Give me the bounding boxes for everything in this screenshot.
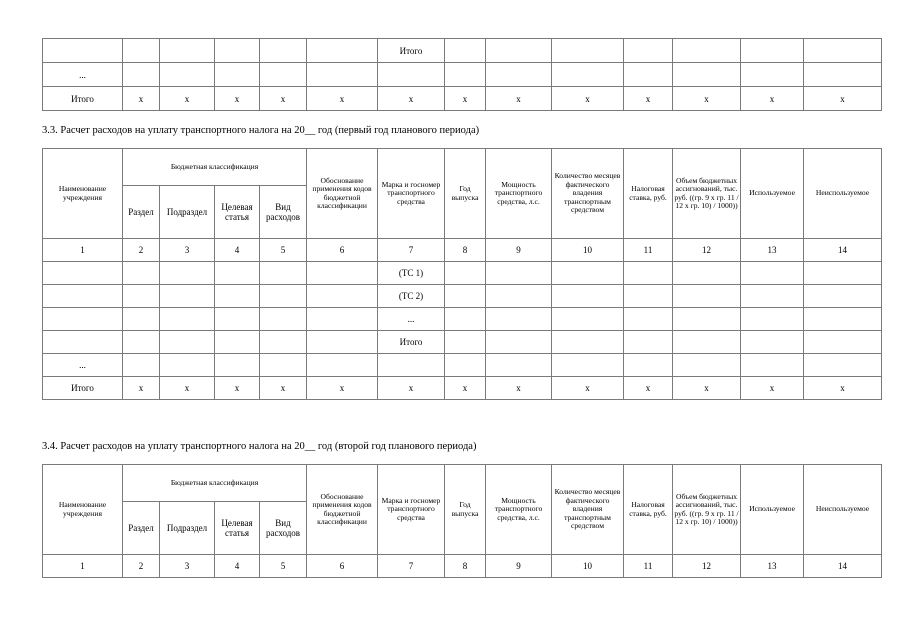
header-budget-classification: Бюджетная классификация (123, 465, 307, 502)
header-target-item: Целевая статья (215, 502, 260, 555)
table-cell (307, 308, 378, 331)
table-cell (260, 331, 307, 354)
table-cell (624, 331, 673, 354)
table-cell (552, 331, 624, 354)
total-label: Итого (43, 377, 123, 400)
table-cell (804, 63, 882, 87)
header-subsection: Подраздел (160, 502, 215, 555)
total-label: Итого (43, 87, 123, 111)
column-number: 14 (804, 239, 882, 262)
column-number: 12 (673, 555, 741, 578)
column-number: 8 (445, 555, 486, 578)
table-cell (445, 354, 486, 377)
x-cell: x (260, 87, 307, 111)
table-cell (486, 354, 552, 377)
header-vehicle-brand: Марка и госномер транспортного средства (378, 465, 445, 555)
header-release-year: Год выпуска (445, 149, 486, 239)
header-expense-type: Вид расходов (260, 502, 307, 555)
table-cell (260, 63, 307, 87)
subtotal-label: Итого (378, 331, 445, 354)
header-expense-type: Вид расходов (260, 186, 307, 239)
table-cell (741, 331, 804, 354)
table-cell (260, 285, 307, 308)
subtotal-label: Итого (378, 39, 445, 63)
table-cell (486, 63, 552, 87)
table-cell (123, 63, 160, 87)
table-cell (160, 331, 215, 354)
table-cell (160, 308, 215, 331)
x-cell: x (123, 87, 160, 111)
table-cell (215, 39, 260, 63)
total-row (43, 377, 882, 400)
header-institution: Наименование учреждения (43, 149, 123, 239)
x-cell: x (673, 87, 741, 111)
table-cell (123, 285, 160, 308)
column-number: 5 (260, 555, 307, 578)
table-cell (673, 308, 741, 331)
table-cell (215, 262, 260, 285)
header-institution: Наименование учреждения (43, 465, 123, 555)
header-justification: Обоснование применения кодов бюджетной классификации (307, 149, 378, 239)
table-cell (43, 285, 123, 308)
table-cell (486, 262, 552, 285)
previous-table-fragment (42, 38, 882, 111)
header-target-item: Целевая статья (215, 186, 260, 239)
column-number: 3 (160, 555, 215, 578)
column-number: 2 (123, 555, 160, 578)
table-cell (804, 39, 882, 63)
header-power: Мощность транспортного средства, л.с. (486, 465, 552, 555)
x-cell: x (445, 377, 486, 400)
table-cell (43, 39, 123, 63)
column-number: 6 (307, 239, 378, 262)
x-cell: x (486, 377, 552, 400)
x-cell: x (215, 377, 260, 400)
table-row (43, 63, 882, 87)
table-cell (43, 308, 123, 331)
header-section: Раздел (123, 502, 160, 555)
table-row (43, 262, 882, 285)
column-number: 2 (123, 239, 160, 262)
table-cell (307, 331, 378, 354)
header-allocations: Объем бюджетных ассигнований, тыс. руб. ((гр. 9 x гр. 11 / 12 x гр. 10) / 1000)) (673, 465, 741, 555)
x-cell: x (307, 377, 378, 400)
table-cell (741, 308, 804, 331)
table-cell (160, 262, 215, 285)
table-cell (624, 262, 673, 285)
column-number: 10 (552, 555, 624, 578)
column-number: 10 (552, 239, 624, 262)
table-cell (307, 63, 378, 87)
ellipsis-cell: ... (378, 308, 445, 331)
table-cell (804, 285, 882, 308)
table-cell (160, 63, 215, 87)
header-used: Используемое (741, 465, 804, 555)
header-unused: Неиспользуемое (804, 149, 882, 239)
table-cell (673, 354, 741, 377)
table-cell (552, 63, 624, 87)
column-number: 5 (260, 239, 307, 262)
x-cell: x (673, 377, 741, 400)
table-cell (43, 331, 123, 354)
header-power: Мощность транспортного средства, л.с. (486, 149, 552, 239)
header-vehicle-brand: Марка и госномер транспортного средства (378, 149, 445, 239)
table-cell (445, 63, 486, 87)
x-cell: x (741, 377, 804, 400)
x-cell: x (378, 377, 445, 400)
table-cell (307, 285, 378, 308)
x-cell: x (378, 87, 445, 111)
x-cell: x (215, 87, 260, 111)
header-unused: Неиспользуемое (804, 465, 882, 555)
table-cell (624, 285, 673, 308)
table-row (43, 331, 882, 354)
table-row (43, 308, 882, 331)
table-cell (741, 39, 804, 63)
x-cell: x (804, 377, 882, 400)
ellipsis-cell: ... (43, 63, 123, 87)
total-row (43, 87, 882, 111)
x-cell: x (552, 87, 624, 111)
vehicle-cell: (ТС 2) (378, 285, 445, 308)
vehicle-cell: (ТС 1) (378, 262, 445, 285)
table-cell (741, 354, 804, 377)
x-cell: x (123, 377, 160, 400)
table-cell (741, 63, 804, 87)
table-cell (307, 262, 378, 285)
header-months: Количество месяцев фактического владения транспортным средством (552, 149, 624, 239)
table-cell (445, 262, 486, 285)
header-section: Раздел (123, 186, 160, 239)
column-number: 14 (804, 555, 882, 578)
table-cell (673, 285, 741, 308)
column-number: 4 (215, 239, 260, 262)
table-cell (804, 331, 882, 354)
column-number: 8 (445, 239, 486, 262)
table-cell (215, 63, 260, 87)
column-number: 1 (43, 239, 123, 262)
column-number: 9 (486, 555, 552, 578)
table-cell (260, 39, 307, 63)
transport-tax-table-second-year (42, 464, 882, 578)
column-number-row (43, 239, 882, 262)
table-cell (160, 354, 215, 377)
table-cell (260, 354, 307, 377)
x-cell: x (624, 87, 673, 111)
table-cell (123, 331, 160, 354)
x-cell: x (486, 87, 552, 111)
x-cell: x (260, 377, 307, 400)
table-cell (215, 285, 260, 308)
x-cell: x (445, 87, 486, 111)
x-cell: x (741, 87, 804, 111)
transport-tax-table-first-year (42, 148, 882, 400)
table-cell (123, 308, 160, 331)
column-number: 13 (741, 239, 804, 262)
table-cell (160, 285, 215, 308)
table-cell (215, 354, 260, 377)
table-row (43, 354, 882, 377)
table-row (43, 285, 882, 308)
table-cell (307, 354, 378, 377)
table-cell (673, 331, 741, 354)
column-number: 7 (378, 555, 445, 578)
column-number: 1 (43, 555, 123, 578)
x-cell: x (307, 87, 378, 111)
x-cell: x (160, 87, 215, 111)
column-number: 4 (215, 555, 260, 578)
header-justification: Обоснование применения кодов бюджетной классификации (307, 465, 378, 555)
column-number: 11 (624, 555, 673, 578)
column-number: 11 (624, 239, 673, 262)
table-cell (804, 262, 882, 285)
table-cell (378, 354, 445, 377)
table-cell (804, 308, 882, 331)
table-cell (624, 63, 673, 87)
ellipsis-cell: ... (43, 354, 123, 377)
column-number: 3 (160, 239, 215, 262)
column-number: 7 (378, 239, 445, 262)
column-number-row (43, 555, 882, 578)
table-cell (624, 308, 673, 331)
table-cell (215, 331, 260, 354)
table-cell (123, 354, 160, 377)
table-cell (552, 354, 624, 377)
table-cell (445, 285, 486, 308)
header-budget-classification: Бюджетная классификация (123, 149, 307, 186)
header-row (43, 465, 882, 502)
table-cell (123, 262, 160, 285)
table-cell (552, 308, 624, 331)
table-cell (445, 308, 486, 331)
table-cell (552, 262, 624, 285)
table-cell (215, 308, 260, 331)
table-cell (552, 285, 624, 308)
table-cell (43, 262, 123, 285)
table-cell (445, 39, 486, 63)
table-cell (123, 39, 160, 63)
table-cell (260, 308, 307, 331)
header-months: Количество месяцев фактического владения транспортным средством (552, 465, 624, 555)
table-cell (307, 39, 378, 63)
table-cell (804, 354, 882, 377)
header-release-year: Год выпуска (445, 465, 486, 555)
table-cell (378, 63, 445, 87)
table-cell (260, 262, 307, 285)
x-cell: x (160, 377, 215, 400)
header-tax-rate: Налоговая ставка, руб. (624, 465, 673, 555)
table-cell (445, 331, 486, 354)
section-heading-3-3: 3.3. Расчет расходов на уплату транспортного налога на 20__ год (первый год планового периода) (42, 125, 480, 136)
header-used: Используемое (741, 149, 804, 239)
header-tax-rate: Налоговая ставка, руб. (624, 149, 673, 239)
column-number: 12 (673, 239, 741, 262)
table-cell (486, 285, 552, 308)
table-cell (486, 308, 552, 331)
table-cell (624, 39, 673, 63)
table-cell (552, 39, 624, 63)
x-cell: x (804, 87, 882, 111)
table-cell (673, 39, 741, 63)
header-row (43, 149, 882, 186)
table-cell (160, 39, 215, 63)
column-number: 9 (486, 239, 552, 262)
header-allocations: Объем бюджетных ассигнований, тыс. руб. ((гр. 9 x гр. 11 / 12 x гр. 10) / 1000)) (673, 149, 741, 239)
header-subsection: Подраздел (160, 186, 215, 239)
section-heading-3-4: 3.4. Расчет расходов на уплату транспортного налога на 20__ год (второй год планового периода) (42, 441, 477, 452)
table-cell (624, 354, 673, 377)
x-cell: x (552, 377, 624, 400)
table-cell (673, 262, 741, 285)
table-cell (741, 285, 804, 308)
x-cell: x (624, 377, 673, 400)
table-cell (673, 63, 741, 87)
column-number: 6 (307, 555, 378, 578)
column-number: 13 (741, 555, 804, 578)
table-cell (741, 262, 804, 285)
table-row (43, 39, 882, 63)
table-cell (486, 39, 552, 63)
table-cell (486, 331, 552, 354)
